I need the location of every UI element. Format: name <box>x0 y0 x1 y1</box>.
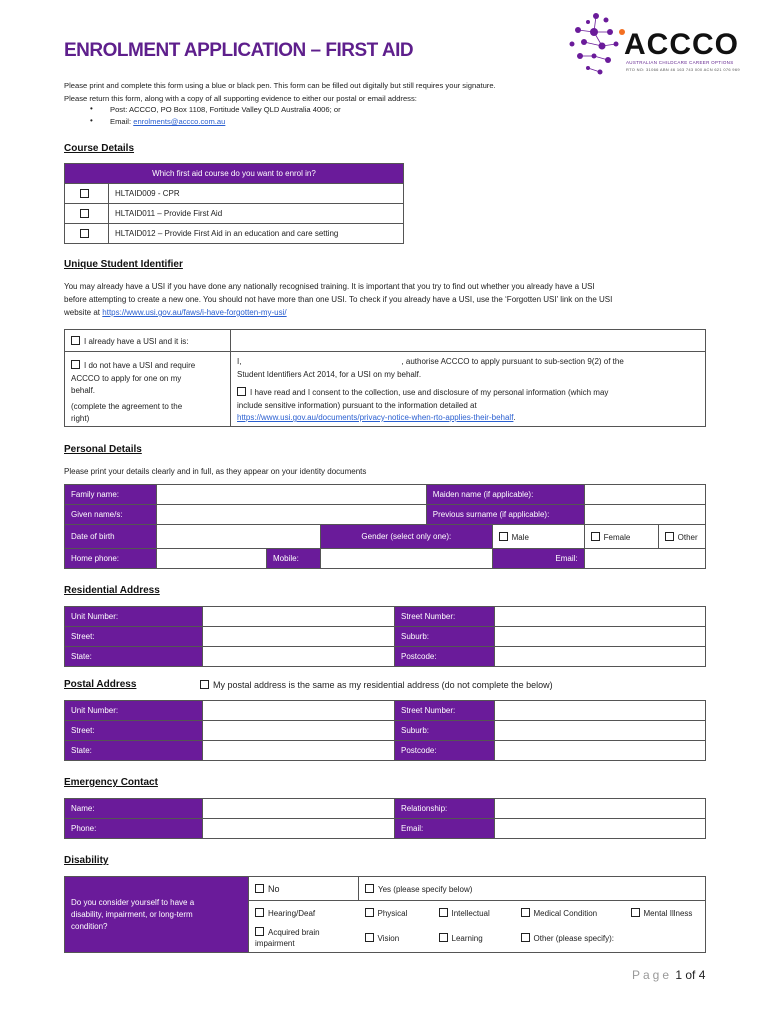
hearing-label: Hearing/Deaf <box>268 908 316 918</box>
page-title: ENROLMENT APPLICATION – FIRST AID <box>64 40 414 61</box>
street-label: Street: <box>65 627 203 647</box>
disability-table <box>64 876 706 953</box>
intellectual-checkbox[interactable] <box>439 908 448 917</box>
accco-logo-icon <box>566 10 628 80</box>
relationship-label: Relationship: <box>395 799 495 819</box>
authorise-text: Student Identifiers Act 2014, for a USI on my behalf. <box>237 369 422 379</box>
postal-postcode-field[interactable] <box>495 741 706 761</box>
privacy-notice-link[interactable]: https://www.usi.gov.au/documents/privacy-notice-when-rto-applies-their-behalf <box>237 413 514 422</box>
postal-postcode-label: Postcode: <box>395 741 495 761</box>
have-usi-checkbox[interactable] <box>71 336 80 345</box>
disability-no-checkbox[interactable] <box>255 884 264 893</box>
previous-surname-label: Previous surname (if applicable): <box>426 505 584 525</box>
mobile-label: Mobile: <box>267 549 321 569</box>
postal-unit-field[interactable] <box>203 701 395 721</box>
medical-label: Medical Condition <box>533 908 598 918</box>
page-number <box>632 968 705 982</box>
intro-email <box>110 117 225 126</box>
disability-question-line: condition? <box>71 921 108 931</box>
usi-number-field[interactable] <box>231 330 706 352</box>
home-phone-label: Home phone: <box>65 549 157 569</box>
given-name-label: Given name/s: <box>65 505 157 525</box>
intro-post: Post: ACCCO, PO Box 1108, Fortitude Valley QLD Australia 4006; or <box>110 105 341 114</box>
family-name-label: Family name: <box>65 485 157 505</box>
authorise-line <box>237 356 699 369</box>
state-label: State: <box>65 647 203 667</box>
consent-text: . <box>513 413 516 422</box>
postal-same-checkbox[interactable] <box>200 680 209 689</box>
suburb-label: Suburb: <box>395 627 495 647</box>
course-option: HLTAID009 - CPR <box>109 184 404 204</box>
intro-email-label: Email: <box>110 117 132 126</box>
authorise-text: , authorise ACCCO to apply pursuant to sub-section 9(2) of the <box>401 357 624 366</box>
disability-yes-label: Yes (please specify below) <box>378 884 473 894</box>
vision-label: Vision <box>377 934 400 944</box>
learning-checkbox[interactable] <box>439 933 448 942</box>
emergency-phone-field[interactable] <box>203 819 395 839</box>
logo-tagline: AUSTRALIAN CHILDCARE CAREER OPTIONS <box>626 60 734 65</box>
no-usi-label: I do not have a USI and require <box>84 361 196 370</box>
mental-illness-label: Mental Illness <box>643 908 693 918</box>
gender-other-label: Other <box>677 532 698 542</box>
no-usi-label: ACCCO to apply for one on my <box>71 373 182 383</box>
medical-checkbox[interactable] <box>521 908 530 917</box>
postal-state-label: State: <box>65 741 203 761</box>
gender-label: Gender (select only one): <box>321 525 493 549</box>
page-word: Page <box>632 968 673 982</box>
no-usi-note: right) <box>71 414 90 423</box>
usi-paragraph <box>64 280 612 319</box>
have-usi-label: I already have a USI and it is: <box>84 336 189 346</box>
acquired-brain-checkbox[interactable] <box>255 927 264 936</box>
postal-same-label: My postal address is the same as my residential address (do not complete the below) <box>213 680 553 690</box>
personal-note: Please print your details clearly and in full, as they appear on your identity documents <box>64 467 367 476</box>
given-name-field[interactable] <box>157 505 427 525</box>
disability-question-line: disability, impairment, or long-term <box>71 909 193 919</box>
consent-text: I have read and I consent to the collection, use and disclosure of my personal information (which may <box>250 388 609 397</box>
mental-illness-checkbox[interactable] <box>631 908 640 917</box>
intellectual-label: Intellectual <box>451 908 490 918</box>
bullet-icon: • <box>90 116 93 125</box>
intro-line-1: Please print and complete this form using a blue or black pen. This form can be filled out digitally but still requires your signature. <box>64 81 496 90</box>
other-disability-checkbox[interactable] <box>521 933 530 942</box>
logo-wordmark: ACCCO <box>624 28 739 61</box>
postal-heading: Postal Address <box>64 679 137 690</box>
hearing-checkbox[interactable] <box>255 908 264 917</box>
usi-para-line <box>64 306 612 319</box>
residential-heading: Residential Address <box>64 585 160 596</box>
emergency-email-label: Email: <box>395 819 495 839</box>
state-field[interactable] <box>203 647 395 667</box>
authorise-text: I, <box>237 357 242 366</box>
course-first-aid-checkbox[interactable] <box>80 209 89 218</box>
unit-number-label: Unit Number: <box>65 607 203 627</box>
dob-label: Date of birth <box>65 525 157 549</box>
disability-no-label: No <box>268 883 280 894</box>
postal-street-field[interactable] <box>203 721 395 741</box>
acquired-brain-label: impairment <box>255 939 295 949</box>
usi-forgotten-link[interactable]: https://www.usi.gov.au/faws/i-have-forgotten-my-usi/ <box>102 308 287 317</box>
maiden-name-label: Maiden name (if applicable): <box>426 485 584 505</box>
family-name-field[interactable] <box>157 485 427 505</box>
vision-checkbox[interactable] <box>365 933 374 942</box>
usi-table <box>64 329 706 427</box>
learning-label: Learning <box>451 934 483 944</box>
logo-registration: RTO NO: 31066 ABN 46 163 743 000 ACN 621 076 969 <box>626 67 740 72</box>
course-option: HLTAID012 – Provide First Aid in an education and care setting <box>109 224 404 244</box>
disability-question <box>65 877 249 953</box>
emergency-phone-label: Phone: <box>65 819 203 839</box>
disability-heading: Disability <box>64 855 109 866</box>
postcode-label: Postcode: <box>395 647 495 667</box>
gender-female-label: Female <box>603 532 631 542</box>
bullet-icon: • <box>90 104 93 113</box>
postal-street-number-label: Street Number: <box>395 701 495 721</box>
email-link[interactable]: enrolments@accco.com.au <box>133 117 226 126</box>
postal-street-label: Street: <box>65 721 203 741</box>
suburb-field[interactable] <box>495 627 706 647</box>
emergency-table <box>64 798 706 839</box>
acquired-brain-label: Acquired brain <box>268 928 320 938</box>
physical-checkbox[interactable] <box>365 908 374 917</box>
gender-male-checkbox[interactable] <box>499 532 508 541</box>
street-field[interactable] <box>203 627 395 647</box>
postal-suburb-field[interactable] <box>495 721 706 741</box>
course-education-checkbox[interactable] <box>80 229 89 238</box>
email-label: Email: <box>492 549 584 569</box>
course-heading: Course Details <box>64 143 135 154</box>
usi-para-text: website at <box>64 308 101 317</box>
relationship-field[interactable] <box>495 799 706 819</box>
unit-number-field[interactable] <box>203 607 395 627</box>
email-field[interactable] <box>584 549 705 569</box>
usi-para-line: You may already have a USI if you have done any nationally recognised training. It is important that you try to find out whether you already have a USI <box>64 282 595 291</box>
no-usi-label: behalf. <box>71 386 96 395</box>
postal-table <box>64 700 706 761</box>
emergency-name-field[interactable] <box>203 799 395 819</box>
disability-yes-checkbox[interactable] <box>365 884 374 893</box>
maiden-name-field[interactable] <box>584 485 705 505</box>
postal-same-option <box>200 680 553 690</box>
emergency-heading: Emergency Contact <box>64 777 158 788</box>
residential-table <box>64 606 706 667</box>
gender-female-checkbox[interactable] <box>591 532 600 541</box>
dob-field[interactable] <box>157 525 321 549</box>
postal-street-number-field[interactable] <box>495 701 706 721</box>
physical-label: Physical <box>377 908 408 918</box>
postal-state-field[interactable] <box>203 741 395 761</box>
course-cpr-checkbox[interactable] <box>80 189 89 198</box>
gender-other-checkbox[interactable] <box>665 532 674 541</box>
course-table <box>64 163 404 244</box>
no-usi-checkbox[interactable] <box>71 360 80 369</box>
course-option: HLTAID011 – Provide First Aid <box>109 204 404 224</box>
emergency-name-label: Name: <box>65 799 203 819</box>
usi-para-line: before attempting to create a new one. You should not have more than one USI. To check if you already have a USI, use the ‘Forgotten USI’ link on the USI <box>64 295 613 304</box>
consent-checkbox[interactable] <box>237 387 246 396</box>
personal-table <box>64 484 706 569</box>
usi-heading: Unique Student Identifier <box>64 259 183 270</box>
course-question: Which first aid course do you want to enrol in? <box>65 164 404 184</box>
postal-unit-label: Unit Number: <box>65 701 203 721</box>
emergency-email-field[interactable] <box>495 819 706 839</box>
personal-heading: Personal Details <box>64 444 142 455</box>
no-usi-note: (complete the agreement to the <box>71 401 183 411</box>
postal-suburb-label: Suburb: <box>395 721 495 741</box>
postcode-field[interactable] <box>495 647 706 667</box>
previous-surname-field[interactable] <box>584 505 705 525</box>
consent-text: include sensitive information) pursuant to the information detailed at <box>237 400 477 410</box>
disability-question-line: Do you consider yourself to have a <box>71 897 195 907</box>
other-disability-label: Other (please specify): <box>533 934 614 944</box>
home-phone-field[interactable] <box>157 549 267 569</box>
intro <box>64 80 496 105</box>
gender-male-label: Male <box>511 532 529 542</box>
page-count: 1 of 4 <box>675 968 706 982</box>
intro-line-2: Please return this form, along with a copy of all supporting evidence to either our postal or email address: <box>64 93 417 103</box>
mobile-field[interactable] <box>321 549 493 569</box>
street-number-label: Street Number: <box>395 607 495 627</box>
street-number-field[interactable] <box>495 607 706 627</box>
